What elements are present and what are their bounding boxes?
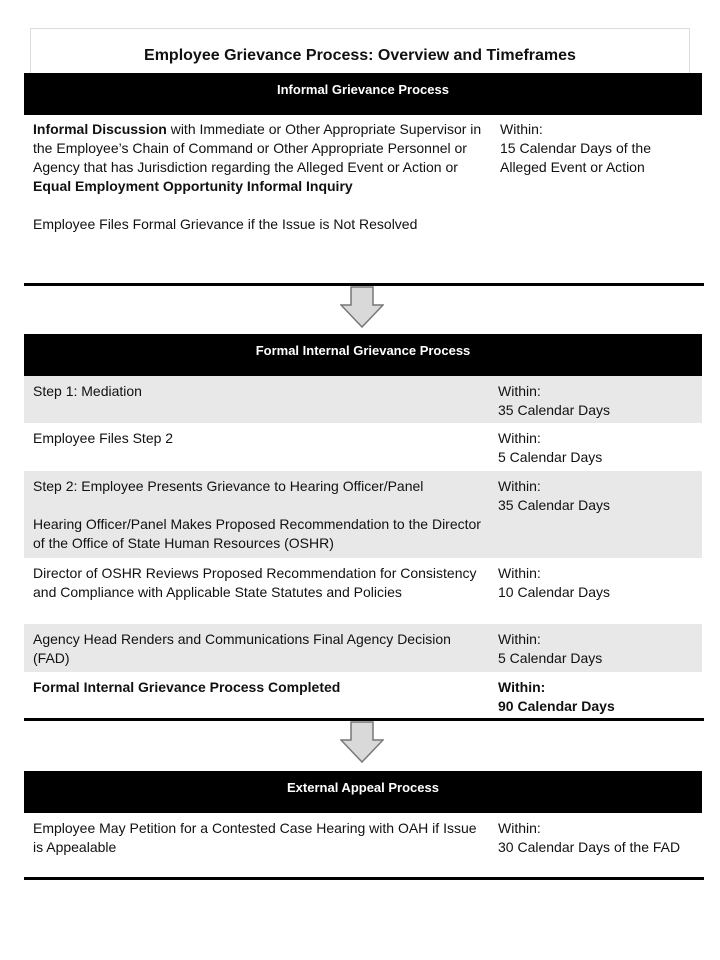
informal-discussion-term: Informal Discussion <box>33 121 167 137</box>
informal-discussion-text: with Immediate or Other Appropriate Supervisor in the Employee’s Chain of Command or Other Appropriate Personnel or Agency that has Jurisdiction regarding the Alleged Event or Action or <box>33 121 482 175</box>
informal-discussion-row <box>24 114 702 280</box>
timeframe-value: 35 Calendar Days <box>498 402 611 418</box>
timeframe-value: 90 Calendar Days <box>498 698 615 714</box>
step-timeframe <box>498 477 698 515</box>
timeframe-value: 35 Calendar Days <box>498 497 611 513</box>
formal-section-header <box>24 334 702 376</box>
step-description: Employee Files Step 2 <box>33 430 174 446</box>
step-2-recommendation: Hearing Officer/Panel Makes Proposed Recommendation to the Director of the Office of State Human Resources (OSHR) <box>33 516 481 551</box>
timeframe-value: 30 Calendar Days of the FAD <box>498 839 681 855</box>
within-label: Within: <box>498 631 541 647</box>
eeo-inquiry-term: Equal Employment Opportunity Informal Inquiry <box>33 178 353 194</box>
step-description: Step 1: Mediation <box>33 383 142 399</box>
page-title: Employee Grievance Process: Overview and Timeframes <box>144 47 576 64</box>
timeframe-value: 5 Calendar Days <box>498 650 603 666</box>
within-label: Within: <box>498 679 546 695</box>
formal-step-row <box>24 624 702 672</box>
step-timeframe <box>498 382 698 420</box>
step-description: Director of OSHR Reviews Proposed Recommendation for Consistency and Compliance with Applicable State Statutes and Policies <box>33 565 477 600</box>
timeframe-value: 15 Calendar Days of the Alleged Event or Action <box>500 140 651 175</box>
informal-section-header <box>24 73 702 115</box>
step-timeframe <box>498 429 698 467</box>
down-arrow-icon <box>340 286 384 328</box>
step-timeframe <box>498 564 698 602</box>
informal-timeframe <box>500 120 700 177</box>
step-description: Agency Head Renders and Communications Final Agency Decision (FAD) <box>33 631 451 666</box>
formal-grievance-filing-note: Employee Files Formal Grievance if the Issue is Not Resolved <box>33 216 418 232</box>
down-arrow-icon <box>340 721 384 763</box>
section-divider <box>24 877 704 880</box>
step-description <box>33 477 483 553</box>
within-label: Within: <box>498 820 541 836</box>
step-timeframe <box>498 630 698 668</box>
formal-step-row <box>24 558 702 624</box>
formal-step-row <box>24 423 702 471</box>
step-description: Formal Internal Grievance Process Completed <box>33 679 341 695</box>
within-label: Within: <box>498 383 541 399</box>
informal-header-label: Informal Grievance Process <box>277 82 449 97</box>
external-header-label: External Appeal Process <box>287 780 439 795</box>
step-timeframe <box>498 678 698 716</box>
timeframe-value: 5 Calendar Days <box>498 449 603 465</box>
formal-completed-row <box>24 672 702 718</box>
informal-discussion-description <box>33 120 483 234</box>
within-label: Within: <box>500 121 543 137</box>
external-section-header <box>24 771 702 813</box>
within-label: Within: <box>498 478 541 494</box>
timeframe-value: 10 Calendar Days <box>498 584 611 600</box>
formal-step-row <box>24 376 702 423</box>
formal-step-row <box>24 471 702 558</box>
step-2-presentation: Step 2: Employee Presents Grievance to Hearing Officer/Panel <box>33 478 424 494</box>
within-label: Within: <box>498 430 541 446</box>
external-appeal-row <box>24 813 702 877</box>
formal-header-label: Formal Internal Grievance Process <box>255 343 471 358</box>
within-label: Within: <box>498 565 541 581</box>
appeal-timeframe <box>498 819 698 857</box>
appeal-description: Employee May Petition for a Contested Case Hearing with OAH if Issue is Appealable <box>33 820 477 855</box>
